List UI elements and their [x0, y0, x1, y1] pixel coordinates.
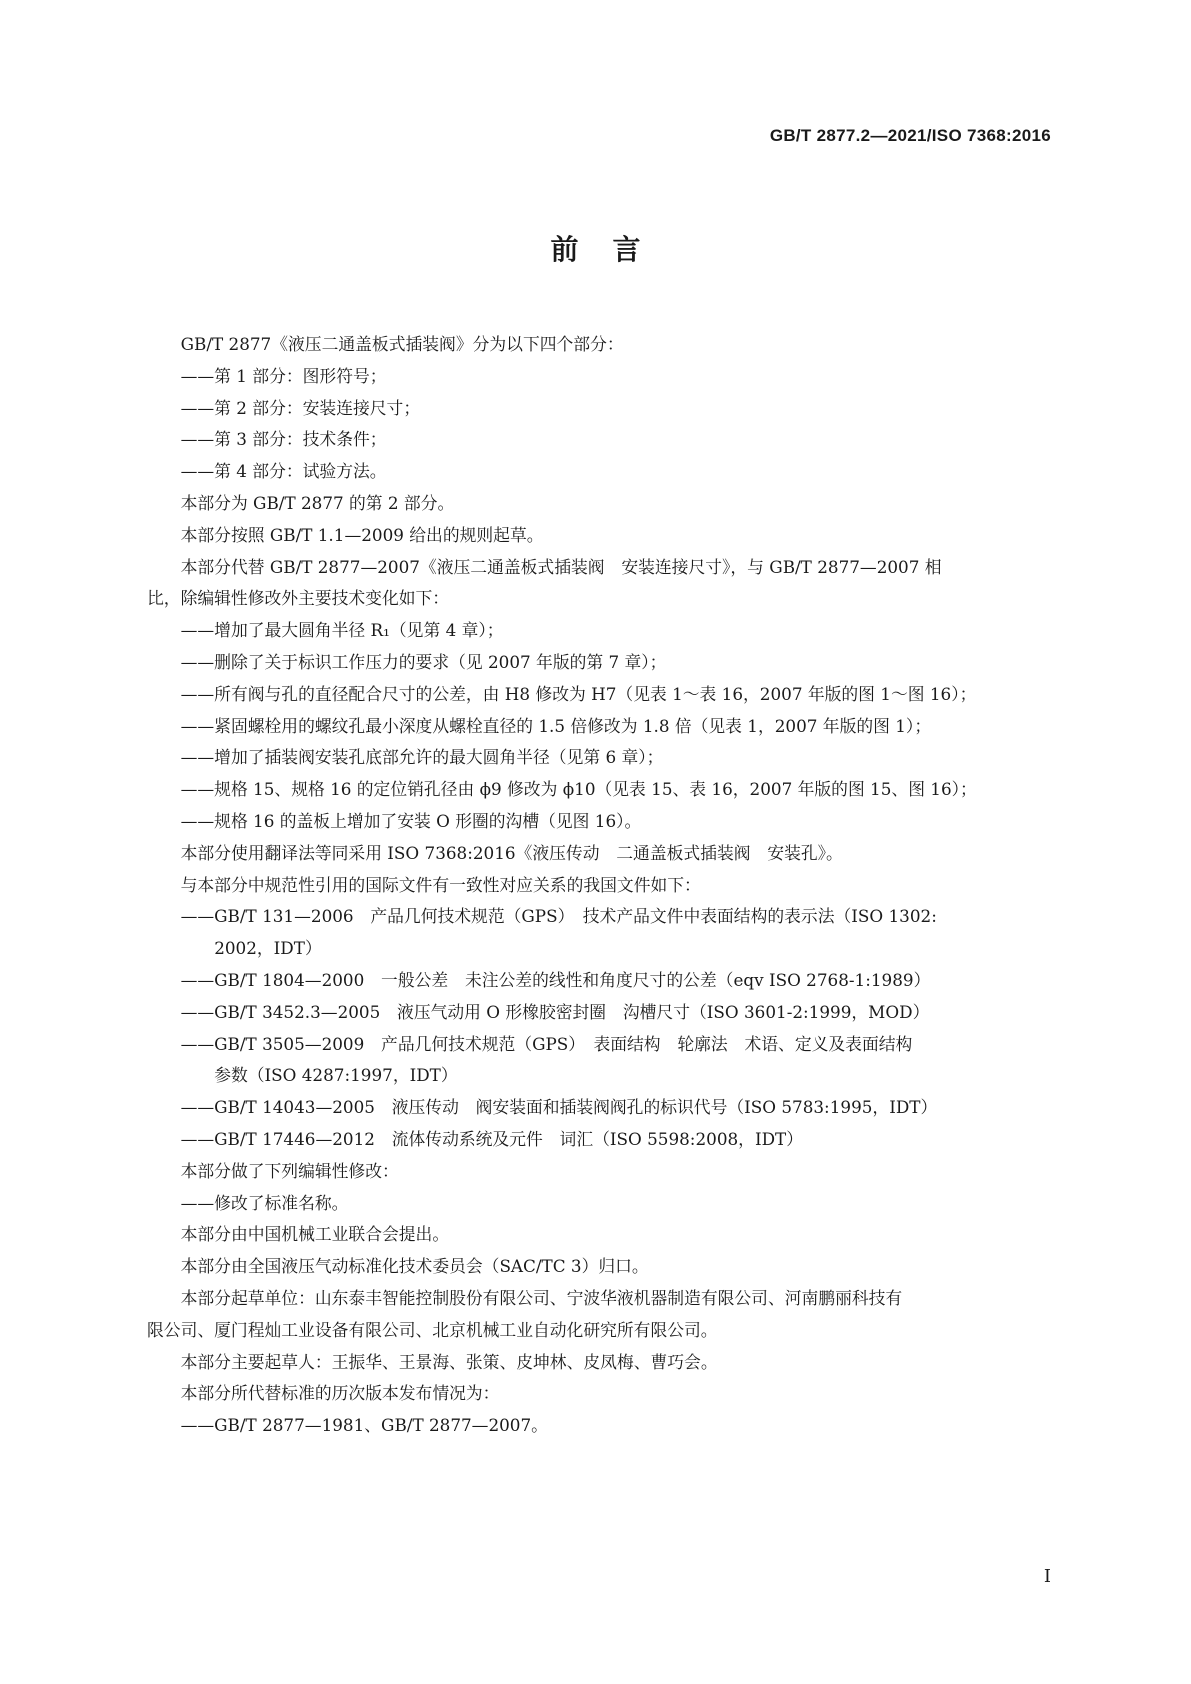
reference-item	[147, 901, 1059, 965]
paragraph-drafting-units: 本部分起草单位：山东泰丰智能控制股份有限公司、宁波华液机器制造有限公司、河南鹏丽科技有	[180, 1287, 903, 1308]
list-item: ——所有阀与孔的直径配合尺寸的公差，由 H8 修改为 H7（见表 1～表 16，2007 年版的图 1～图 16）；	[180, 683, 977, 704]
paragraph-drafting-rules: 本部分按照 GB/T 1.1—2009 给出的规则起草。	[180, 524, 544, 545]
paragraph-references-intro: 与本部分中规范性引用的国际文件有一致性对应关系的我国文件如下：	[180, 874, 701, 895]
list-item: ——紧固螺栓用的螺纹孔最小深度从螺栓直径的 1.5 倍修改为 1.8 倍（见表 1，2007 年版的图 1）；	[180, 715, 932, 736]
list-item: ——第 3 部分：技术条件；	[180, 429, 387, 450]
page-number: I	[1043, 1566, 1051, 1587]
list-item: ——规格 15、规格 16 的定位销孔径由 ϕ9 修改为 ϕ10（见表 15、表 16，2007 年版的图 15、图 16）；	[180, 779, 977, 800]
list-item: ——GB/T 2877—1981、GB/T 2877—2007。	[180, 1415, 548, 1436]
paragraph-drafters: 本部分主要起草人：王振华、王景海、张策、皮坤林、皮凤梅、曹巧会。	[180, 1351, 718, 1372]
list-item: ——第 2 部分：安装连接尺寸；	[180, 397, 421, 418]
reference-item: ——GB/T 3452.3—2005 液压气动用 O 形橡胶密封圈 沟槽尺寸（ISO 3601-2:1999，MOD）	[180, 1001, 930, 1022]
paragraph-adoption: 本部分使用翻译法等同采用 ISO 7368:2016《液压传动 二通盖板式插装阀 安装孔》。	[180, 842, 843, 863]
paragraph-replaces-cont: 比，除编辑性修改外主要技术变化如下：	[147, 588, 450, 609]
reference-item: ——GB/T 17446—2012 流体传动系统及元件 词汇（ISO 5598:2008，IDT）	[180, 1128, 804, 1149]
paragraph-managed-by: 本部分由全国液压气动标准化技术委员会（SAC/TC 3）归口。	[180, 1256, 649, 1277]
paragraph-part-statement: 本部分为 GB/T 2877 的第 2 部分。	[180, 492, 455, 513]
reference-line-cont: 2002，IDT）	[214, 938, 322, 959]
reference-item: ——GB/T 1804—2000 一般公差 未注公差的线性和角度尺寸的公差（eqv ISO 2768-1:1989）	[180, 969, 931, 990]
reference-item: ——GB/T 14043—2005 液压传动 阀安装面和插装阀阀孔的标识代号（ISO 5783:1995，IDT）	[180, 1097, 938, 1118]
list-item: ——增加了最大圆角半径 R₁（见第 4 章）；	[180, 620, 504, 641]
paragraph-proposed-by: 本部分由中国机械工业联合会提出。	[180, 1224, 450, 1245]
list-item: ——规格 16 的盖板上增加了安装 O 形圈的沟槽（见图 16）。	[180, 810, 642, 831]
list-item: ——增加了插装阀安装孔底部允许的最大圆角半径（见第 6 章）；	[180, 747, 664, 768]
reference-line: ——GB/T 131—2006 产品几何技术规范（GPS） 技术产品文件中表面结构的表示法（ISO 1302:	[180, 906, 937, 927]
paragraph-drafting-units-cont: 限公司、厦门程灿工业设备有限公司、北京机械工业自动化研究所有限公司。	[147, 1319, 718, 1340]
page-title: 前言	[550, 233, 675, 266]
paragraph-replaces: 本部分代替 GB/T 2877—2007《液压二通盖板式插装阀 安装连接尺寸》，与 GB/T 2877—2007 相	[180, 556, 942, 577]
list-item: ——第 4 部分：试验方法。	[180, 461, 387, 482]
list-item: ——第 1 部分：图形符号；	[180, 365, 387, 386]
paragraph-editorial: 本部分做了下列编辑性修改：	[180, 1160, 399, 1181]
list-item: ——修改了标准名称。	[180, 1192, 349, 1213]
foreword-body	[147, 329, 1059, 1442]
reference-line-cont: 参数（ISO 4287:1997，IDT）	[214, 1065, 458, 1086]
paragraph-history: 本部分所代替标准的历次版本发布情况为：	[180, 1383, 500, 1404]
reference-line: ——GB/T 3505—2009 产品几何技术规范（GPS） 表面结构 轮廓法 术语、定义及表面结构	[180, 1033, 913, 1054]
paragraph-parts-intro: GB/T 2877《液压二通盖板式插装阀》分为以下四个部分：	[180, 334, 624, 354]
standard-code: GB/T 2877.2—2021/ISO 7368:2016	[769, 126, 1051, 145]
reference-item	[147, 1029, 1059, 1093]
list-item: ——删除了关于标识工作压力的要求（见 2007 年版的第 7 章）；	[180, 651, 667, 672]
